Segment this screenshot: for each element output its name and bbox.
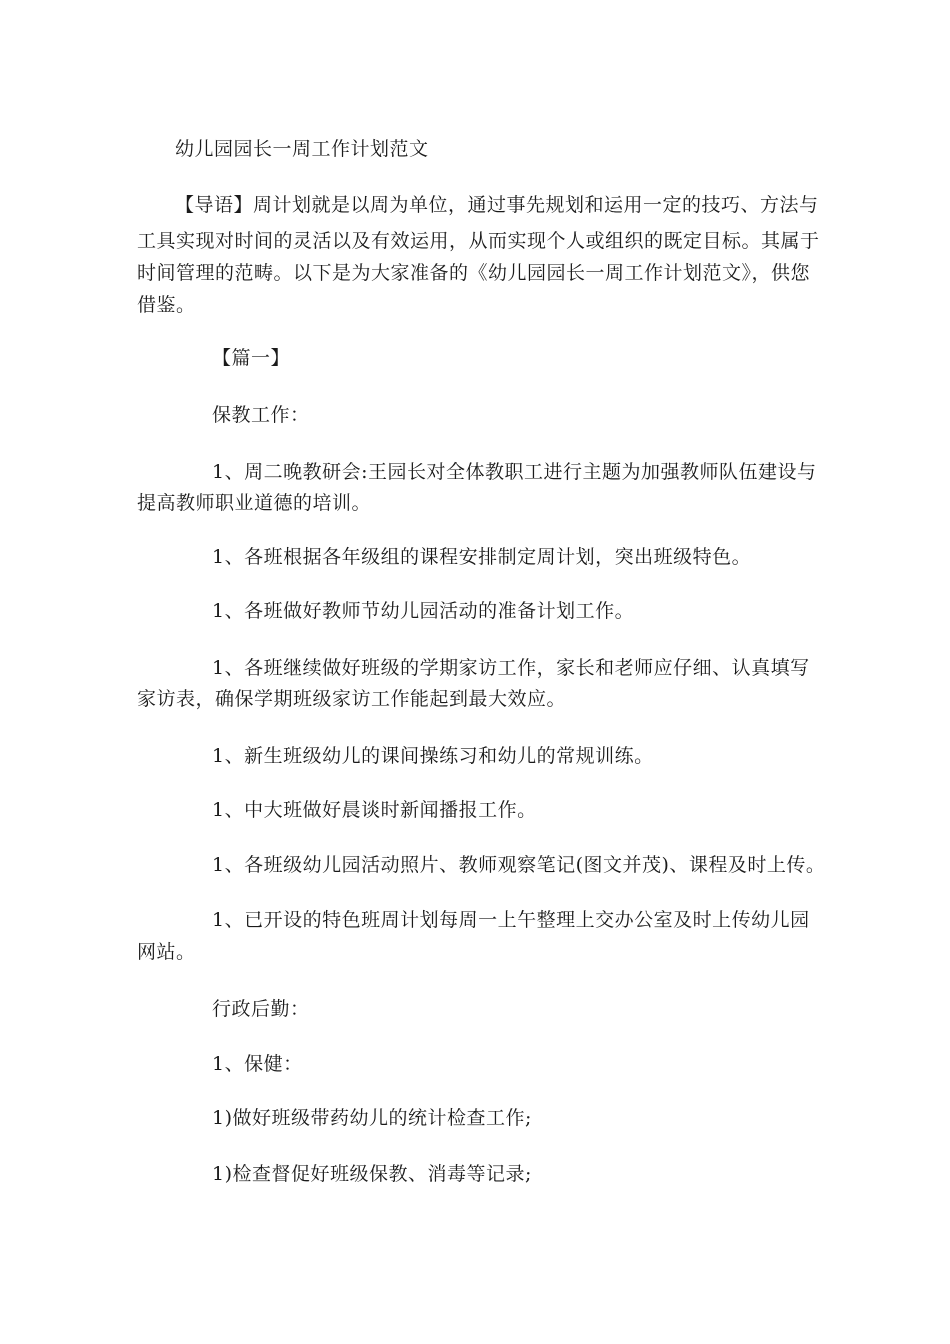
list-item: 1、周二晚教研会:王园长对全体教职工进行主题为加强教师队伍建设与: [212, 461, 817, 483]
list-item: 1、各班做好教师节幼儿园活动的准备计划工作。: [212, 600, 635, 622]
list-item: 1、新生班级幼儿的课间操练习和幼儿的常规训练。: [212, 745, 654, 767]
list-item-continuation: 家访表，确保学期班级家访工作能起到最大效应。: [137, 688, 567, 710]
intro-line-2: 工具实现对时间的灵活以及有效运用，从而实现个人或组织的既定目标。其属于: [137, 230, 820, 252]
section-heading: 【篇一】: [212, 347, 291, 369]
list-item: 1、中大班做好晨谈时新闻播报工作。: [212, 799, 537, 821]
intro-line-4: 借鉴。: [137, 294, 196, 316]
list-item: 1)做好班级带药幼儿的统计检查工作;: [212, 1107, 532, 1129]
list-item-continuation: 网站。: [137, 941, 196, 963]
list-item: 1、各班级幼儿园活动照片、教师观察笔记(图文并茂)、课程及时上传。: [212, 854, 826, 876]
subheading-admin: 行政后勤：: [212, 998, 310, 1020]
list-item: 1)检查督促好班级保教、消毒等记录;: [212, 1163, 532, 1185]
intro-line-3: 时间管理的范畴。以下是为大家准备的《幼儿园园长一周工作计划范文》，供您: [137, 262, 811, 284]
subheading-teaching: 保教工作：: [212, 404, 310, 426]
list-item: 1、各班根据各年级组的课程安排制定周计划，突出班级特色。: [212, 546, 752, 568]
document-title: 幼儿园园长一周工作计划范文: [175, 138, 429, 160]
list-item-continuation: 提高教师职业道德的培训。: [137, 492, 372, 514]
intro-line-1: 【导语】周计划就是以周为单位，通过事先规划和运用一定的技巧、方法与: [175, 194, 819, 216]
list-item: 1、各班继续做好班级的学期家访工作，家长和老师应仔细、认真填写: [212, 657, 810, 679]
list-item: 1、已开设的特色班周计划每周一上午整理上交办公室及时上传幼儿园: [212, 909, 810, 931]
health-heading: 1、保健：: [212, 1053, 303, 1075]
